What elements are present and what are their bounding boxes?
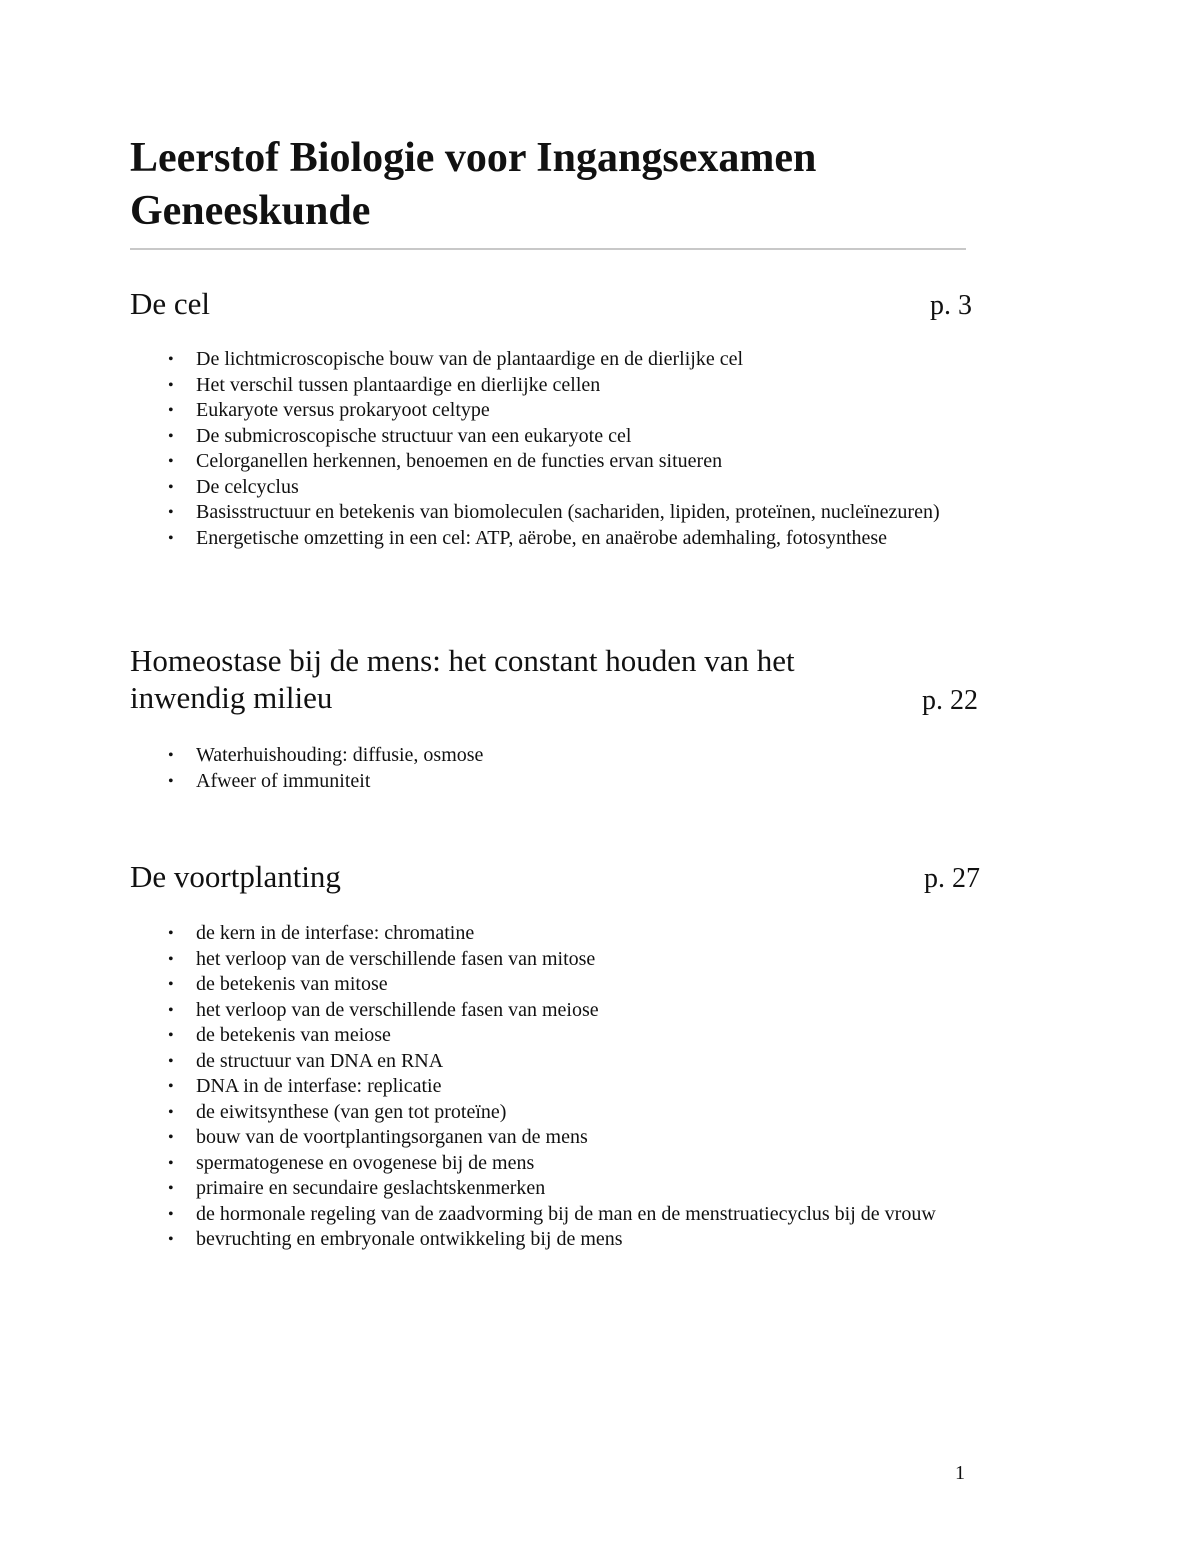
section-heading-de-voortplanting: De voortplanting (130, 859, 341, 894)
bullet-list-de-voortplanting (196, 921, 986, 1253)
list-item: • De lichtmicroscopische bouw van de plantaardige en de dierlijke cel (196, 347, 986, 373)
bullet-list-homeostase (196, 743, 986, 794)
bullet-list-de-cel (196, 347, 986, 551)
document-title: Leerstof Biologie voor Ingangsexamen Geneeskunde (130, 135, 817, 234)
list-item: • de structuur van DNA en RNA (196, 1049, 986, 1075)
list-item: • Het verschil tussen plantaardige en dierlijke cellen (196, 373, 986, 399)
list-item: • De submicroscopische structuur van een eukaryote cel (196, 424, 986, 450)
list-item: • Energetische omzetting in een cel: ATP, aërobe, en anaërobe ademhaling, fotosynthese (196, 526, 986, 552)
list-item: • de eiwitsynthese (van gen tot proteïne) (196, 1100, 986, 1126)
section-page-ref: p. 22 (922, 685, 978, 716)
list-item: • De celcyclus (196, 475, 986, 501)
list-item: • Basisstructuur en betekenis van biomoleculen (sachariden, lipiden, proteïnen, nucleïnezuren) (196, 500, 986, 526)
list-item: • bevruchting en embryonale ontwikkeling bij de mens (196, 1227, 986, 1253)
section-page-ref: p. 3 (930, 290, 972, 321)
list-item: • primaire en secundaire geslachtskenmerken (196, 1176, 986, 1202)
section-heading-homeostase: Homeostase bij de mens: het constant houden van het inwendig milieu (130, 643, 795, 715)
list-item: • Afweer of immuniteit (196, 769, 986, 795)
section-page-ref: p. 27 (924, 863, 980, 894)
list-item: • spermatogenese en ovogenese bij de mens (196, 1151, 986, 1177)
section-heading-de-cel: De cel (130, 286, 211, 321)
list-item: • de betekenis van mitose (196, 972, 986, 998)
list-item: • het verloop van de verschillende fasen van meiose (196, 998, 986, 1024)
list-item: • Waterhuishouding: diffusie, osmose (196, 743, 986, 769)
page-number: 1 (955, 1462, 965, 1484)
list-item: • DNA in de interfase: replicatie (196, 1074, 986, 1100)
list-item: • bouw van de voortplantingsorganen van de mens (196, 1125, 986, 1151)
list-item: • het verloop van de verschillende fasen van mitose (196, 947, 986, 973)
title-divider (130, 248, 966, 250)
list-item: • Celorganellen herkennen, benoemen en de functies ervan situeren (196, 449, 986, 475)
list-item: • de hormonale regeling van de zaadvorming bij de man en de menstruatiecyclus bij de vrouw (196, 1202, 986, 1228)
list-item: • de betekenis van meiose (196, 1023, 986, 1049)
list-item: • Eukaryote versus prokaryoot celtype (196, 398, 986, 424)
list-item: • de kern in de interfase: chromatine (196, 921, 986, 947)
